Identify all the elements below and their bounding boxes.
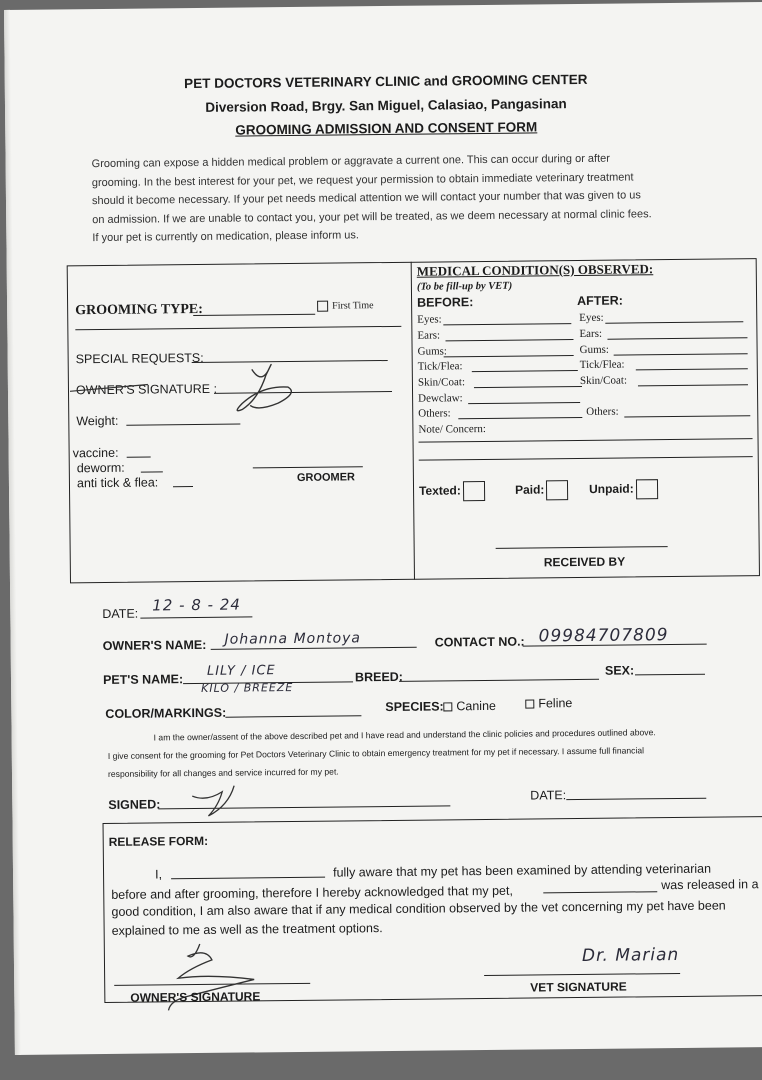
texted-label: Texted:	[418, 483, 461, 498]
before-item-label: Dewclaw:	[418, 392, 463, 405]
contact-label: CONTACT NO.:	[434, 634, 525, 650]
feline-label: Feline	[538, 696, 573, 711]
color-markings-field[interactable]	[225, 715, 361, 717]
paid-option[interactable]	[515, 480, 569, 501]
owner-name-label: OWNER'S NAME:	[102, 637, 207, 654]
intro-paragraph	[92, 148, 733, 247]
consent-line-1: I am the owner/assent of the above described pet and I have read and understand the clinic policies and procedures outlined above.	[153, 727, 656, 743]
release-title: RELEASE FORM:	[108, 833, 209, 849]
before-item-label: Skin/Coat:	[417, 376, 466, 389]
release-line-4: explained to me as well as the treatment options.	[111, 921, 383, 938]
canine-label: Canine	[456, 698, 497, 714]
species-label: SPECIES:	[385, 699, 444, 715]
canine-checkbox[interactable]	[443, 703, 452, 712]
after-item-label: Tick/Flea:	[579, 358, 625, 371]
after-item-label: Ears:	[579, 327, 603, 340]
medical-subtitle: (To be fill-up by VET)	[416, 280, 513, 293]
sex-field[interactable]	[635, 674, 705, 676]
anti-tick-label: anti tick & flea:	[76, 475, 159, 491]
date-field[interactable]	[140, 616, 252, 618]
release-owner-signature-label: OWNER'S SIGNATURE	[130, 989, 261, 1005]
after-item-label: Others:	[586, 405, 619, 418]
owner-signature-label: OWNER'S SIGNATURE :	[75, 381, 218, 398]
before-heading: BEFORE:	[417, 295, 474, 310]
paid-label: Paid:	[514, 482, 545, 497]
owner-name-value: Johanna Montoya	[224, 630, 362, 648]
signed-scribble	[188, 781, 248, 822]
signed-date-label: DATE:	[530, 788, 567, 803]
consent-line-3: responsibility for all changes and service incurred for my pet.	[107, 766, 339, 779]
intro-line: If your pet is currently on medication, please inform us.	[92, 229, 360, 245]
vet-signature-label: VET SIGNATURE	[530, 979, 627, 995]
feline-option[interactable]	[525, 696, 572, 710]
texted-checkbox[interactable]	[463, 481, 485, 501]
after-item-label: Skin/Coat:	[579, 374, 628, 387]
clinic-name: PET DOCTORS VETERINARY CLINIC and GROOMING CENTER	[184, 71, 588, 92]
pet-name-value-2: KILO / BREEZE	[201, 681, 294, 695]
signed-label: SIGNED:	[108, 797, 161, 812]
contact-value: 09984707809	[538, 625, 669, 647]
paid-checkbox[interactable]	[546, 480, 568, 500]
canine-option[interactable]	[443, 699, 496, 714]
date-value: 12 - 8 - 24	[152, 595, 241, 615]
before-item-label: Eyes:	[417, 313, 442, 326]
release-line-3: good condition, I am also aware that if any medical condition observed by the vet concerning my pet have been	[111, 898, 726, 919]
intro-line: on admission. If we are unable to contact you, your pet will be treated, as we deem necessary at normal clinic fees.	[92, 207, 652, 226]
date-label: DATE:	[102, 606, 139, 622]
release-line-1a: I,	[154, 867, 163, 882]
color-markings-label: COLOR/MARKINGS:	[105, 705, 227, 721]
anti-tick-field[interactable]	[173, 486, 193, 487]
vet-name: Dr. Marian	[581, 944, 680, 966]
before-item-label: Tick/Flea:	[417, 360, 463, 373]
feline-checkbox[interactable]	[525, 700, 534, 709]
sex-label: SEX:	[604, 663, 635, 678]
form-paper	[4, 2, 762, 1055]
deworm-label: deworm:	[76, 460, 125, 476]
breed-field[interactable]	[399, 679, 599, 682]
unpaid-label: Unpaid:	[588, 481, 634, 497]
intro-line: grooming. In the best interest for your pet, we request your permission to obtain immediate veterinary treatment	[91, 170, 634, 189]
intro-line: should it become necessary. If your pet needs medical attention we will contact your number that was given to us	[91, 189, 641, 208]
weight-label: Weight:	[76, 413, 119, 429]
after-heading: AFTER:	[577, 293, 623, 309]
special-requests-label: SPECIAL REQUESTS:	[75, 350, 204, 367]
grooming-type-label: GROOMING TYPE:	[75, 301, 203, 319]
breed-label: BREED:	[354, 669, 404, 685]
note-label: Note/ Concern:	[418, 422, 486, 436]
after-item-label: Eyes:	[579, 311, 604, 324]
first-time-checkbox[interactable]	[317, 301, 328, 312]
pet-name-label: PET'S NAME:	[102, 672, 184, 687]
unpaid-checkbox[interactable]	[636, 479, 658, 499]
first-time-option[interactable]	[317, 300, 374, 312]
owner-signature-scribble	[228, 359, 309, 420]
signed-date-field[interactable]	[566, 798, 706, 800]
pet-name-value-1: LILY / ICE	[206, 663, 276, 679]
release-line-2b: was released in a	[661, 877, 759, 893]
intro-line: Grooming can expose a hidden medical problem or aggravate a current one. This can occur during or after	[91, 152, 610, 171]
before-item-label: Gums:	[417, 345, 448, 358]
received-by-label: RECEIVED BY	[543, 554, 626, 570]
unpaid-option[interactable]	[589, 479, 658, 500]
first-time-label: First Time	[332, 300, 374, 312]
after-item-label: Gums:	[579, 343, 609, 356]
release-line-1b: fully aware that my pet has been examined by attending veterinarian	[332, 861, 712, 880]
release-owner-signature-scribble	[160, 937, 271, 1018]
release-line-2a: before and after grooming, therefore I hereby acknowledged that my pet,	[111, 883, 513, 902]
before-item-label: Others:	[418, 407, 451, 420]
before-item-label: Ears:	[417, 329, 441, 342]
vaccine-label: vaccine:	[72, 445, 119, 461]
groomer-label: GROOMER	[296, 471, 356, 484]
consent-line-2: I give consent for the grooming for Pet Doctors Veterinary Clinic to obtain emergency treatment for my pet if necessary. I assume full financial	[107, 745, 645, 761]
texted-option[interactable]	[419, 481, 485, 502]
form-title: GROOMING ADMISSION AND CONSENT FORM	[235, 119, 538, 138]
clinic-address: Diversion Road, Brgy. San Miguel, Calasiao, Pangasinan	[205, 96, 567, 115]
medical-title: MEDICAL CONDITION(S) OBSERVED:	[416, 261, 654, 279]
